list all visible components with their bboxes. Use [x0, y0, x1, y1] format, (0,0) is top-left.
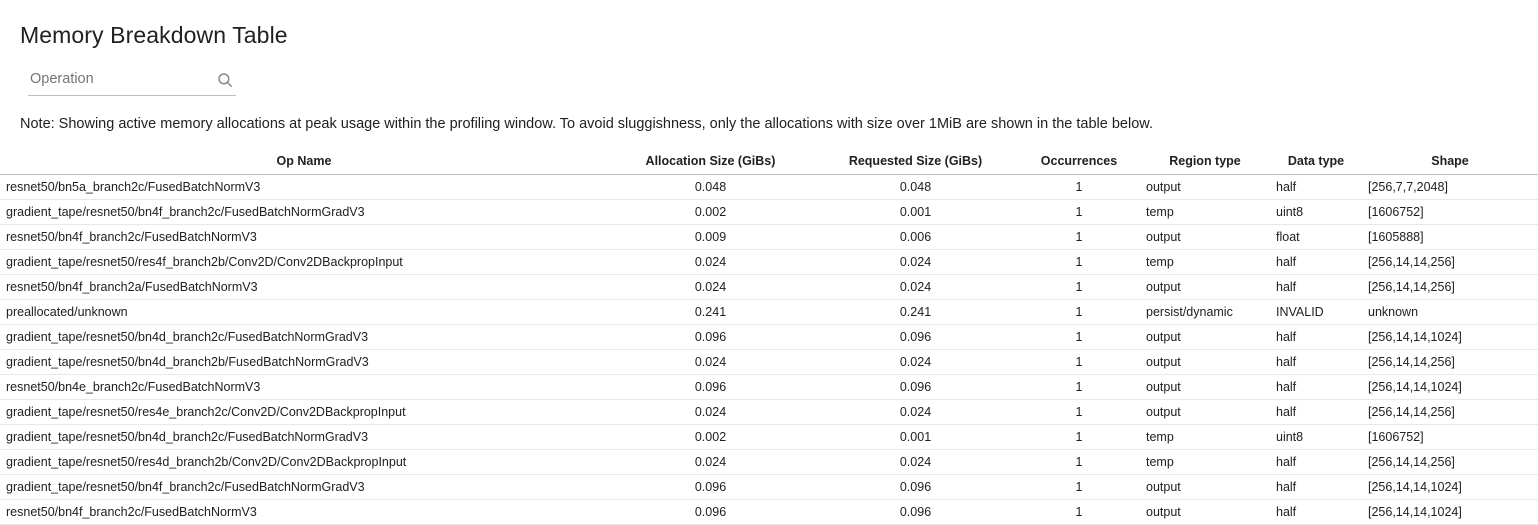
table-cell: [256,14,14,256] [1362, 399, 1538, 424]
table-cell: gradient_tape/resnet50/res4d_branch2b/Conv2D/Conv2DBackpropInput [0, 449, 608, 474]
table-cell: float [1270, 224, 1362, 249]
table-cell: output [1140, 374, 1270, 399]
table-cell: 1 [1018, 274, 1140, 299]
table-cell: 1 [1018, 299, 1140, 324]
table-cell: 0.096 [813, 499, 1018, 524]
table-row[interactable] [0, 374, 1538, 399]
table-cell: persist/dynamic [1140, 299, 1270, 324]
table-cell: 0.096 [813, 374, 1018, 399]
table-cell: half [1270, 249, 1362, 274]
table-row[interactable] [0, 199, 1538, 224]
table-cell: unknown [1362, 299, 1538, 324]
table-cell: resnet50/bn4f_branch2a/FusedBatchNormV3 [0, 274, 608, 299]
column-header-op-name[interactable]: Op Name [0, 150, 608, 175]
table-cell: output [1140, 224, 1270, 249]
table-cell: [1605888] [1362, 224, 1538, 249]
column-header-occurrences[interactable]: Occurrences [1018, 150, 1140, 175]
table-cell: 0.024 [608, 274, 813, 299]
column-header-region-type[interactable]: Region type [1140, 150, 1270, 175]
table-cell: 1 [1018, 374, 1140, 399]
table-cell: 0.096 [608, 499, 813, 524]
table-cell: half [1270, 324, 1362, 349]
table-cell: gradient_tape/resnet50/bn4f_branch2c/FusedBatchNormGradV3 [0, 474, 608, 499]
table-cell: [256,14,14,256] [1362, 449, 1538, 474]
table-cell: half [1270, 399, 1362, 424]
table-cell: 1 [1018, 474, 1140, 499]
table-cell: 1 [1018, 324, 1140, 349]
table-cell: half [1270, 499, 1362, 524]
table-cell: output [1140, 349, 1270, 374]
table-header-row [0, 150, 1538, 175]
table-cell: resnet50/bn4f_branch2c/FusedBatchNormV3 [0, 224, 608, 249]
table-cell: gradient_tape/resnet50/res4e_branch2c/Conv2D/Conv2DBackpropInput [0, 399, 608, 424]
table-cell: 1 [1018, 424, 1140, 449]
table-cell: resnet50/bn4f_branch2c/FusedBatchNormV3 [0, 499, 608, 524]
table-cell: half [1270, 349, 1362, 374]
table-cell: temp [1140, 449, 1270, 474]
column-header-data-type[interactable]: Data type [1270, 150, 1362, 175]
table-cell: 0.024 [608, 249, 813, 274]
table-cell: output [1140, 324, 1270, 349]
table-cell: 0.002 [608, 424, 813, 449]
table-cell: 0.024 [813, 349, 1018, 374]
table-cell: 0.024 [813, 249, 1018, 274]
table-cell: 0.024 [813, 399, 1018, 424]
table-cell: half [1270, 449, 1362, 474]
note-text: Note: Showing active memory allocations at peak usage within the profiling window. To avoid sluggishness, only the allocations with size over 1MiB are shown in the table below. [20, 116, 1153, 132]
table-cell: 0.096 [813, 474, 1018, 499]
table-cell: 0.024 [813, 274, 1018, 299]
table-cell: 1 [1018, 399, 1140, 424]
column-header-shape[interactable]: Shape [1362, 150, 1538, 175]
table-row[interactable] [0, 399, 1538, 424]
table-cell: [256,14,14,1024] [1362, 374, 1538, 399]
table-cell: 0.096 [608, 374, 813, 399]
column-header-requested-size[interactable]: Requested Size (GiBs) [813, 150, 1018, 175]
table-cell: 1 [1018, 174, 1140, 199]
operation-search-field[interactable] [28, 67, 236, 96]
table-row[interactable] [0, 274, 1538, 299]
table-cell: 0.024 [608, 349, 813, 374]
table-row[interactable] [0, 174, 1538, 199]
table-cell: 0.002 [608, 199, 813, 224]
table-cell: 0.096 [608, 324, 813, 349]
table-cell: 1 [1018, 249, 1140, 274]
table-cell: output [1140, 499, 1270, 524]
page-title: Memory Breakdown Table [20, 22, 288, 48]
table-row[interactable] [0, 349, 1538, 374]
memory-breakdown-table [0, 150, 1538, 525]
table-cell: [1606752] [1362, 424, 1538, 449]
table-cell: [1606752] [1362, 199, 1538, 224]
table-cell: [256,14,14,1024] [1362, 499, 1538, 524]
column-header-allocation-size[interactable]: Allocation Size (GiBs) [608, 150, 813, 175]
table-cell: temp [1140, 424, 1270, 449]
table-cell: temp [1140, 199, 1270, 224]
table-cell: 0.241 [813, 299, 1018, 324]
search-icon[interactable] [216, 71, 234, 89]
table-cell: 0.006 [813, 224, 1018, 249]
table-cell: 1 [1018, 349, 1140, 374]
table-cell: 0.048 [813, 174, 1018, 199]
table-cell: 1 [1018, 449, 1140, 474]
table-cell: uint8 [1270, 424, 1362, 449]
table-cell: half [1270, 474, 1362, 499]
table-cell: resnet50/bn5a_branch2c/FusedBatchNormV3 [0, 174, 608, 199]
table-cell: [256,14,14,256] [1362, 349, 1538, 374]
table-cell: 0.096 [813, 324, 1018, 349]
table-row[interactable] [0, 499, 1538, 524]
table-cell: INVALID [1270, 299, 1362, 324]
table-cell: temp [1140, 249, 1270, 274]
table-cell: 1 [1018, 499, 1140, 524]
table-cell: 0.241 [608, 299, 813, 324]
table-cell: output [1140, 274, 1270, 299]
table-cell: 0.048 [608, 174, 813, 199]
table-cell: 0.001 [813, 199, 1018, 224]
table-cell: half [1270, 274, 1362, 299]
table-cell: [256,14,14,1024] [1362, 474, 1538, 499]
table-cell: gradient_tape/resnet50/bn4d_branch2b/FusedBatchNormGradV3 [0, 349, 608, 374]
table-body [0, 174, 1538, 524]
table-cell: uint8 [1270, 199, 1362, 224]
table-cell: 0.009 [608, 224, 813, 249]
table-row[interactable] [0, 424, 1538, 449]
table-row[interactable] [0, 324, 1538, 349]
table-cell: 1 [1018, 224, 1140, 249]
table-cell: preallocated/unknown [0, 299, 608, 324]
table-cell: 0.001 [813, 424, 1018, 449]
table-cell: gradient_tape/resnet50/bn4d_branch2c/FusedBatchNormGradV3 [0, 324, 608, 349]
table-cell: 1 [1018, 199, 1140, 224]
table-cell: [256,14,14,1024] [1362, 324, 1538, 349]
table-row[interactable] [0, 249, 1538, 274]
search-input[interactable] [28, 71, 200, 91]
table-cell: gradient_tape/resnet50/res4f_branch2b/Conv2D/Conv2DBackpropInput [0, 249, 608, 274]
table-cell: [256,7,7,2048] [1362, 174, 1538, 199]
table-cell: half [1270, 174, 1362, 199]
table-cell: output [1140, 174, 1270, 199]
table-cell: 0.096 [608, 474, 813, 499]
table-row[interactable] [0, 449, 1538, 474]
table-cell: output [1140, 474, 1270, 499]
table-cell: gradient_tape/resnet50/bn4f_branch2c/FusedBatchNormGradV3 [0, 199, 608, 224]
table-cell: [256,14,14,256] [1362, 249, 1538, 274]
table-cell: [256,14,14,256] [1362, 274, 1538, 299]
table-row[interactable] [0, 474, 1538, 499]
table-cell: 0.024 [608, 449, 813, 474]
table-cell: output [1140, 399, 1270, 424]
table-row[interactable] [0, 224, 1538, 249]
table-row[interactable] [0, 299, 1538, 324]
table-cell: 0.024 [608, 399, 813, 424]
table-cell: resnet50/bn4e_branch2c/FusedBatchNormV3 [0, 374, 608, 399]
table-cell: gradient_tape/resnet50/bn4d_branch2c/FusedBatchNormGradV3 [0, 424, 608, 449]
table-cell: half [1270, 374, 1362, 399]
table-cell: 0.024 [813, 449, 1018, 474]
